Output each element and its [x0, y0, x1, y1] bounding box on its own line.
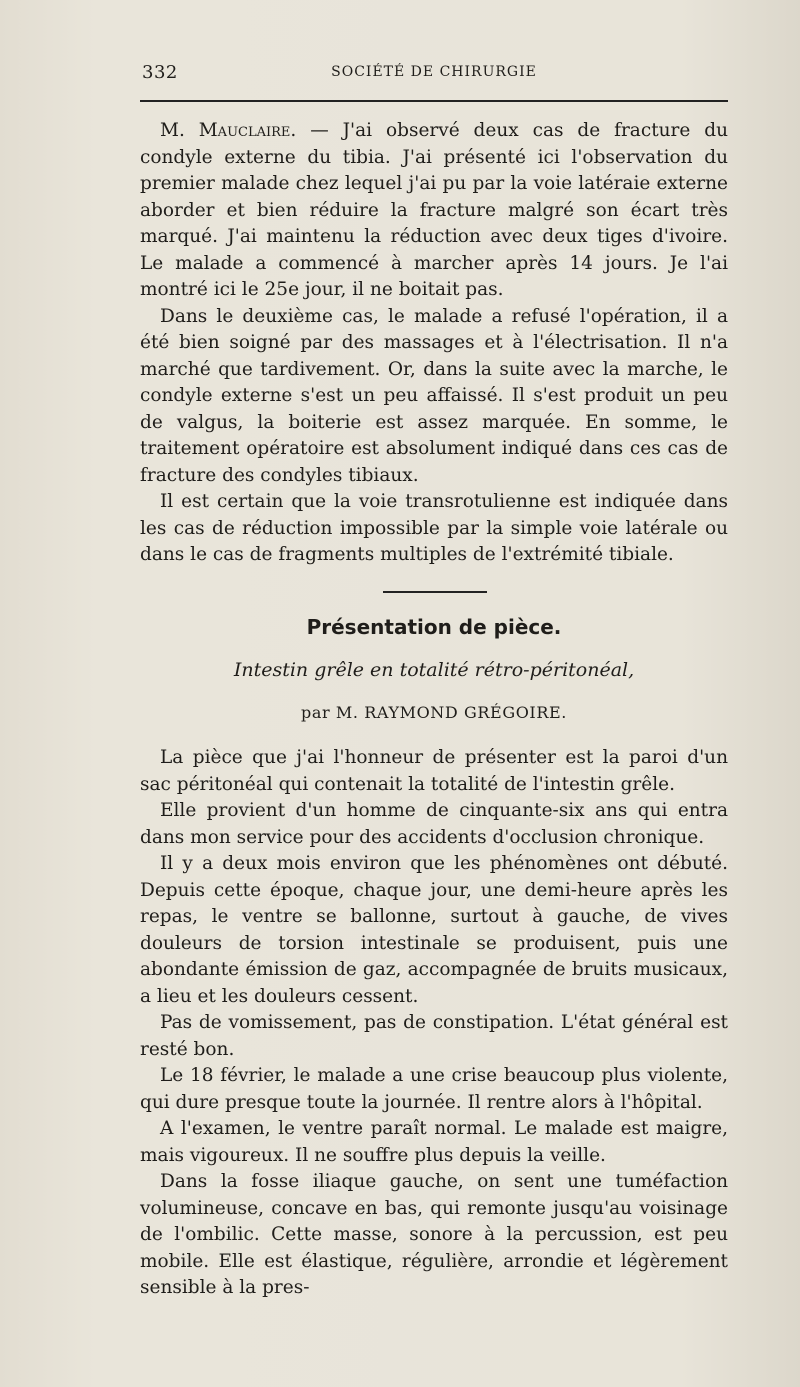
section-separator — [383, 591, 487, 593]
discussion-paragraph-2: Dans le deuxième cas, le malade a refusé l'opération, il a été bien soigné par des massages et à l'électrisation. Il n'a marché que tardivement. Or, dans la suite avec la marche, le condyle externe s'est un peu affaissé. Il s'est produit un peu de valgus, la boiterie est assez marquée. En somme, le traitement opératoire est absolument indiqué dans ces cas de fracture des condyles tibiaux. — [140, 305, 728, 486]
speaker-name: M. Mauclaire. — [160, 120, 297, 141]
body-paragraph-7: Dans la fosse iliaque gauche, on sent une tuméfaction volumineuse, concave en bas, qui remonte jusqu'au voisinage de l'ombilic. Cette masse, sonore à la percussion, est peu mobile. Elle est élastique, régulière, arrondie et légèrement sensible à la pres- — [140, 1171, 728, 1298]
discussion-paragraph-1-text: — J'ai observé deux cas de fracture du condyle externe du tibia. J'ai présenté ici l'observation du premier malade chez lequel j'ai pu par la voie latéraie externe aborder et bien réduire la fracture malgré son écart très marqué. J'ai maintenu la réduction avec deux tiges d'ivoire. Le malade a commencé à marcher après 14 jours. Je l'ai montré ici le 25e jour, il ne boitait pas. — [140, 120, 728, 300]
author-byline: par M. RAYMOND GRÉGOIRE. — [301, 703, 567, 722]
discussion-paragraph-3: Il est certain que la voie transrotulienne est indiquée dans les cas de réduction impossible par la simple voie latérale ou dans le cas de fragments multiples de l'extrémité tibiale. — [140, 491, 728, 565]
page-number: 332 — [142, 62, 178, 83]
section-title: Présentation de pièce. — [306, 615, 562, 639]
body-paragraph-6: A l'examen, le ventre paraît normal. Le malade est maigre, mais vigoureux. Il ne souffre plus depuis la veille. — [140, 1118, 728, 1166]
discussion-block — [140, 118, 728, 569]
body-paragraph-2: Elle provient d'un homme de cinquante-six ans qui entra dans mon service pour des accidents d'occlusion chronique. — [140, 800, 728, 848]
header-rule — [140, 100, 728, 102]
page-header — [140, 62, 728, 86]
body-paragraph-5: Le 18 février, le malade a une crise beaucoup plus violente, qui dure presque toute la journée. Il rentre alors à l'hôpital. — [140, 1065, 728, 1113]
section-subtitle: Intestin grêle en totalité rétro-péritonéal, — [233, 659, 635, 681]
body-paragraph-3: Il y a deux mois environ que les phénomènes ont débuté. Depuis cette époque, chaque jour, une demi-heure après les repas, le ventre se ballonne, surtout à gauche, de vives douleurs de torsion intestinale se produisent, puis une abondante émission de gaz, accompagnée de bruits musicaux, a lieu et les douleurs cessent. — [140, 853, 728, 1007]
body-paragraph-1: La pièce que j'ai l'honneur de présenter est la paroi d'un sac péritonéal qui contenait la totalité de l'intestin grêle. — [140, 747, 728, 795]
body-paragraph-4: Pas de vomissement, pas de constipation. L'état général est resté bon. — [140, 1012, 728, 1060]
body-block — [140, 745, 728, 1302]
running-title: SOCIÉTÉ DE CHIRURGIE — [331, 64, 537, 80]
discussion-paragraph-1 — [140, 118, 728, 304]
